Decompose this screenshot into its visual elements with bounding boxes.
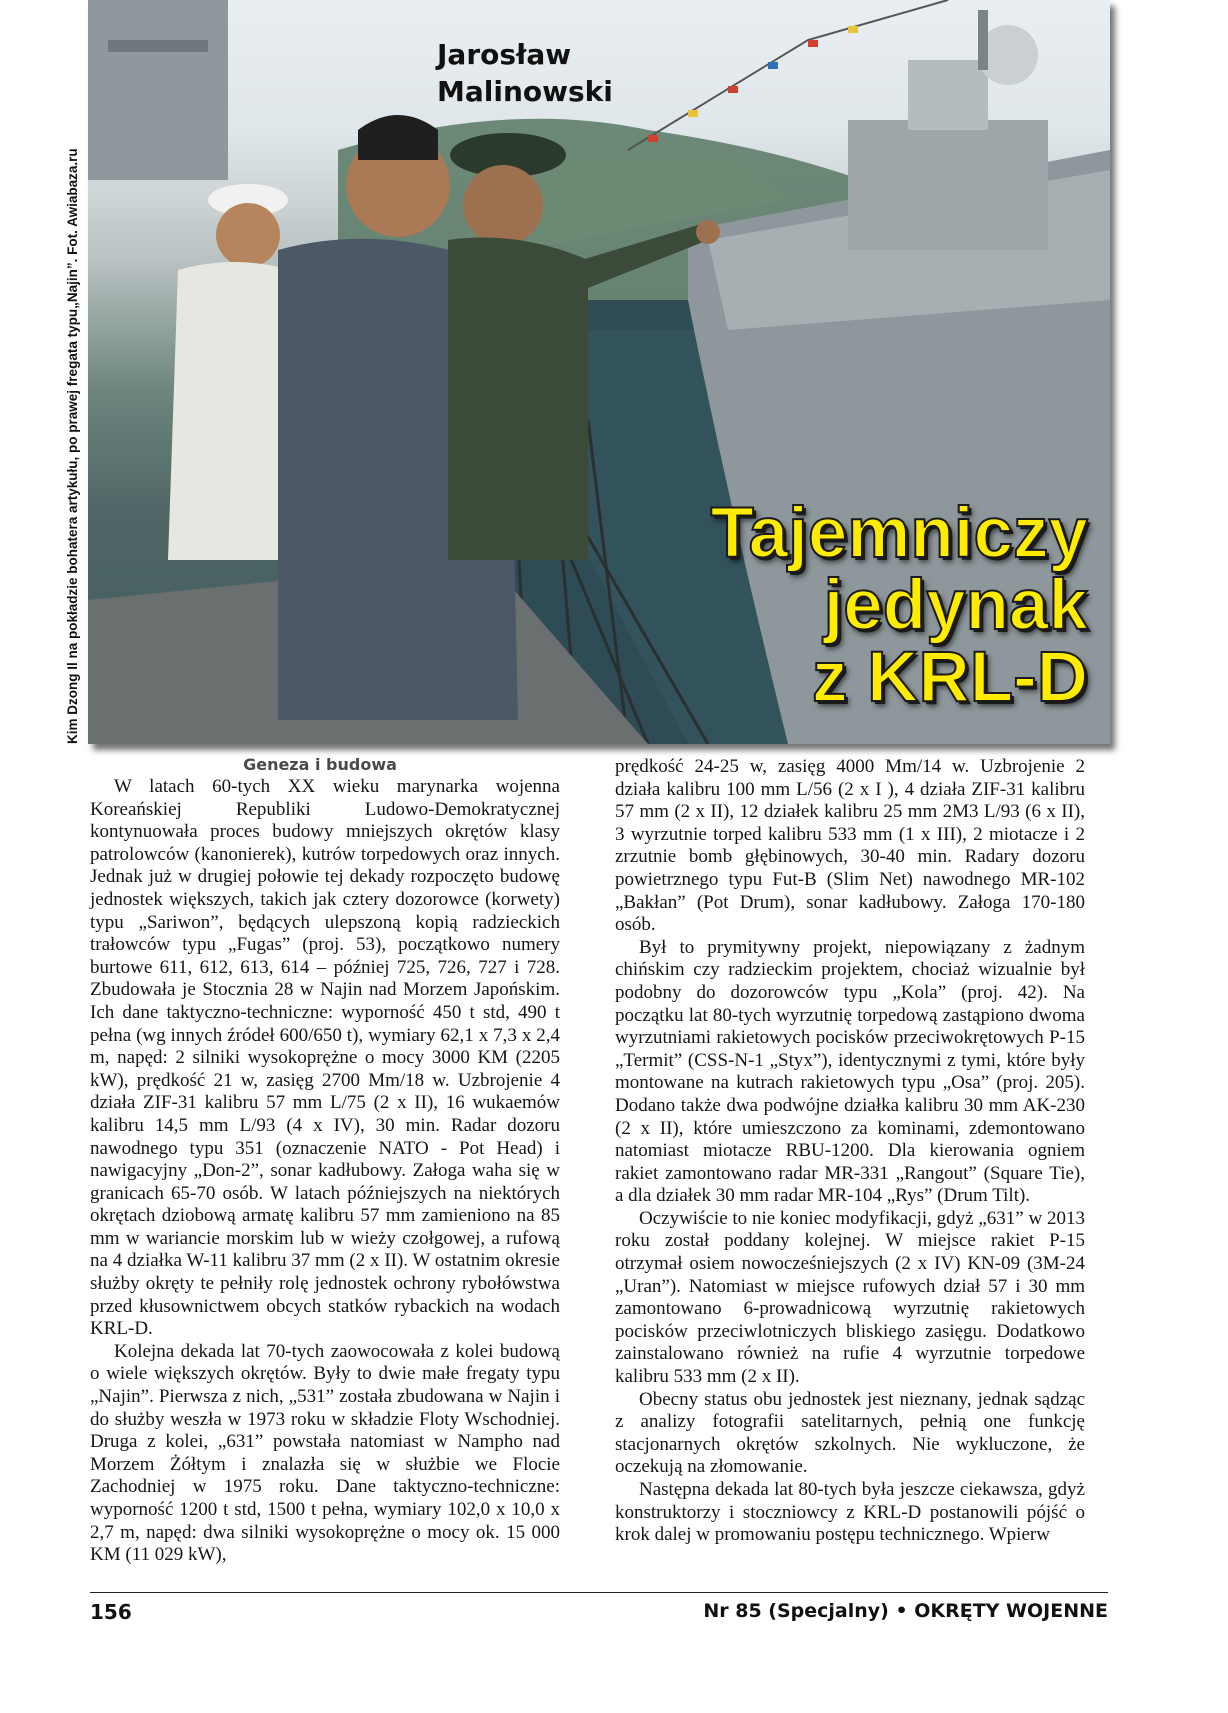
author-name — [437, 36, 697, 110]
article-title — [710, 494, 1089, 717]
left-column — [90, 754, 560, 1567]
paragraph: Oczywiście to nie koniec modyfikacji, gdyż „631” w 2013 roku został poddany kolejnej. W miejsce rakiet P-15 otrzymał osiem nowocześniejszych (2 x IV) KN-09 (3M-24 „Uran”). Natomiast w miejsce rufowych dział 57 i 30 mm zamontowano 6-prowadnicową wyrzutnię rakietowych pocisków przeciwlotniczych bliskiego zasięgu. Dodatkowo zainstalowano również na rufie 4 wyrzutnie torpedowe kalibru 533 mm (2 x II). — [615, 1207, 1085, 1388]
author-last-name: Malinowski — [437, 75, 613, 108]
photo-caption: Kim Dzong Il na pokładzie bohatera artykułu, po prawej fregata typu„Najin”. Fot. Awiabaza.ru — [65, 148, 80, 744]
author-first-name: Jarosław — [437, 38, 572, 71]
paragraph: Następna dekada lat 80-tych była jeszcze ciekawsza, gdyż konstruktorzy i stoczniowcy z KRL-D postanowili pójść o krok dalej w promowaniu postępu technicznego. Wpierw — [615, 1479, 1085, 1546]
page-number: 156 — [90, 1600, 132, 1624]
title-line-2: jedynak — [823, 566, 1088, 645]
title-line-1: Tajemniczy — [710, 494, 1088, 573]
running-title: Nr 85 (Specjalny) • OKRĘTY WOJENNE — [703, 1600, 1108, 1622]
paragraph: W latach 60-tych XX wieku marynarka wojenna Koreańskiej Republiki Ludowo-Demokratycznej kontynuowała proces budowy mniejszych okrętów klasy patrolowców (kanonierek), kutrów torpedowych oraz innych. Jednak już w drugiej połowie tej dekady rozpoczęto budowę jednostek większych, takich jak cztery dozorowce (korwety) typu „Sariwon”, będących ulepszoną kopią radzieckich trałowców typu „Fugas” (proj. 53), początkowo numery burtowe 611, 612, 613, 614 – później 725, 726, 727 i 728. Zbudowała je Stocznia 28 w Najin nad Morzem Japońskim. Ich dane taktyczno-techniczne: wyporność 450 t std, 490 t pełna (wg innych źródeł 600/650 t), wymiary 62,1 x 7,3 x 2,4 m, napęd: 2 silniki wysokoprężne o mocy 3000 KM (2205 kW), prędkość 21 w, zasięg 2700 Mm/18 w. Uzbrojenie 4 działa ZIF-31 kalibru 57 mm L/75 (2 x II), 16 wukaemów kalibru 14,5 mm L/93 (4 x IV), 30 min. Radar dozoru nawodnego typu 351 (oznaczenie NATO - Pot Head) i nawigacyjny „Don-2”, sonar kadłubowy. Załoga waha się w granicach 65-70 osób. W latach późniejszych na niektórych okrętach dziobową armatę kalibru 57 mm zamieniono na 85 mm w wariancie morskim lub w wieży czołgowej, a rufową na 4 działka W-11 kalibru 37 mm (2 x II). W ostatnim okresie służby okręty te pełniły rolę jednostek ochrony rybołówstwa przed kłusownictwem obcych statków rybackich na wodach KRL-D. — [90, 776, 560, 1340]
title-line-3: z KRL-D — [811, 638, 1088, 717]
paragraph: prędkość 24-25 w, zasięg 4000 Mm/14 w. Uzbrojenie 2 działa kalibru 100 mm L/56 (2 x I ), 4 działa ZIF-31 kalibru 57 mm (2 x II), 12 działek kalibru 25 mm 2M3 L/93 (6 x II), 3 wyrzutnie torped kalibru 533 mm (1 x III), 2 miotacze i 2 zrzutnie bomb głębinowych, 30-40 min. Radary dozoru powietrznego typu Fut-B (Slim Net) nawodnego MR-102 „Bakłan” (Pot Drum), sonar kadłubowy. Załoga 170-180 osób. — [615, 756, 1085, 936]
footer-rule — [90, 1592, 1108, 1593]
paragraph: Był to prymitywny projekt, niepowiązany z żadnym chińskim czy radzieckim projektem, chociaż wizualnie był podobny do dozorowców typu „Kola” (proj. 42). Na początku lat 80-tych wyrzutnię torpedową zastąpiono dwoma wyrzutniami rakietowych pocisków przeciwokrętowych P-15 „Termit” (CSS-N-1 „Styx”), identycznymi z tymi, które były montowane na kutrach rakietowych typu „Osa” (proj. 205). Dodano także dwa podwójne działka kalibru 30 mm AK-230 (2 x II), które umieszczono za kominami, zdemontowano natomiast miotacze RBU-1200. Dla kierowania ogniem rakiet zamontowano radar MR-331 „Rangout” (Square Tie), a dla działek 30 mm radar MR-104 „Rys” (Drum Tilt). — [615, 936, 1085, 1207]
section-heading: Geneza i budowa — [243, 755, 397, 774]
paragraph: Kolejna dekada lat 70-tych zaowocowała z kolei budową o wiele większych okrętów. Były to dwie małe fregaty typu „Najin”. Pierwsza z nich, „531” została zbudowana w Najin i do służby weszła w 1973 roku w składzie Floty Wschodniej. Druga z kolei, „631” powstała natomiast w Nampho nad Morzem Żółtym i znalazła się w służbie we Flocie Zachodniej w 1975 roku. Dane taktyczno-techniczne: wyporność 1200 t std, 1500 t pełna, wymiary 102,0 x 10,0 x 2,7 m, napęd: dwa silniki wysokoprężne o mocy ok. 15 000 KM (11 029 kW), — [90, 1340, 560, 1566]
right-column — [615, 756, 1085, 1547]
paragraph: Obecny status obu jednostek jest nieznany, jednak sądząc z analizy fotografii satelitarnych, pełnią one funkcję stacjonarnych okrętów szkolnych. Nie wykluczone, że oczekują na złomowanie. — [615, 1388, 1085, 1478]
